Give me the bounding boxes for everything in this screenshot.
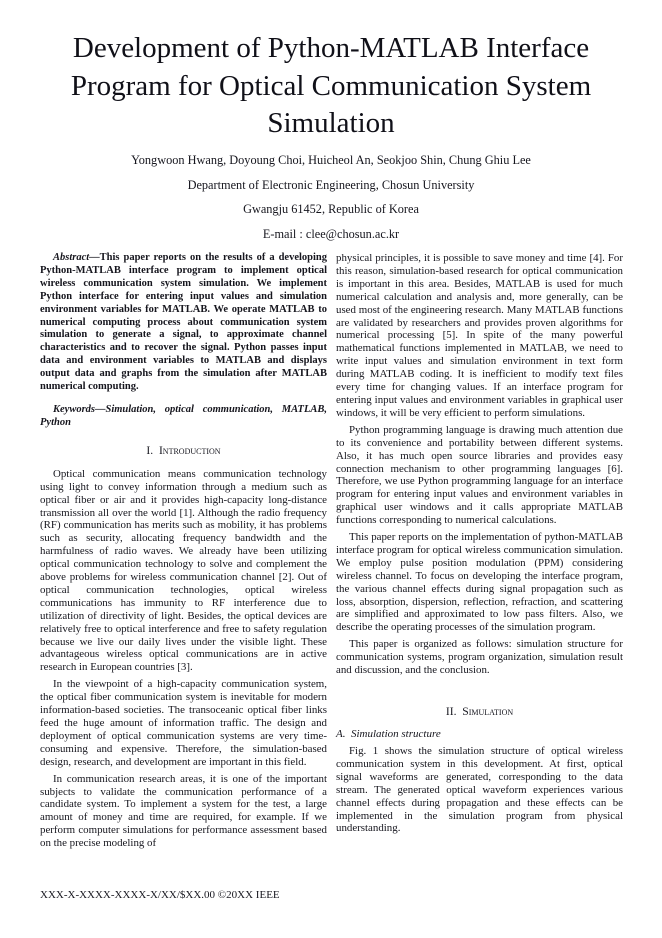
paper-title-line-3: Simulation [267, 107, 395, 139]
abstract-label: Abstract [53, 252, 90, 263]
intro-paragraph-3: In communication research areas, it is one of the important subjects to validate the communication performance of a candidate system. To implement a system for the test, a large amount of money and time are required, for example. If we perform computer simulations for performance assessment based on the precise modeling of [40, 772, 327, 850]
paper-title [40, 30, 622, 143]
paper-title-line-1: Development of Python-MATLAB Interface [72, 32, 590, 64]
author-block [0, 154, 662, 252]
keywords-paragraph: Keywords—Simulation, optical communication, MATLAB, Python [40, 403, 327, 428]
simulation-paragraph: Fig. 1 shows the simulation structure of optical wireless communication system in this development. At first, optical signal waveforms are generated, corresponding to the data stream. The generated optical waveform experiences various channel effects during propagation and these effects can be implemented in the simulation program from physical understanding. [336, 745, 623, 835]
section-heading-simulation: II. Simulation [445, 705, 514, 718]
body-paragraph-2: Python programming language is drawing much attention due to its convenience and portability between different systems. Also, it has much open source libraries and provides easy connection mechanism to other programming languages [6]. Therefore, we use Python programming language for an interface program for entering input values and environment variables in graphical user windows and it calls appropriate MATLAB functions corresponding to numerical calculations. [336, 423, 623, 527]
copyright-footer: XXX-X-XXXX-XXXX-X/XX/$XX.00 ©20XX IEEE [40, 889, 280, 901]
address-line: Gwangju 61452, Republic of Korea [243, 202, 419, 216]
body-paragraph-3: This paper reports on the implementation of python-MATLAB interface program for optical wireless communication simulation. We employ pulse position modulation (PPM) considering wireless channel. To focus on developing the interface program, the various channel effects during signal propagation such as loss, absorption, dispersion, reflection, refraction, and scattering are simplified and approximated to low pass filters. Also, we describe the operating processes of the simulation program. [336, 531, 623, 634]
body-paragraph-4: This paper is organized as follows: simulation structure for communication systems, program organization, simulation result and discussion, and the conclusion. [336, 638, 623, 677]
subsection-heading-simulation-structure: A. Simulation structure [336, 728, 441, 740]
email-line: E-mail : clee@chosun.ac.kr [262, 226, 400, 241]
intro-paragraph-1: Optical communication means communication technology using light to convey information through a medium such as optical fiber or air and it provides high-capacity long-distance transmission all over the world [1]. Although the radio frequency (RF) communication has merits such as mobility, it has problems such as security, allocating frequency bandwidth and the harmfulness of radio waves. We already have been utilizing optical communication technology to solve and complement the above problems for wireless communication channel [2]. Out of optical communication technologies, optical wireless communications has immunity to RF interference due to utilization of directivity of light. Besides, the optical devices are relatively free to optical interference and free to safety regulation because we live our daily lives under the visible light. These advantageous wireless optical communications are in active research in European countries [3]. [40, 467, 327, 674]
left-column [40, 252, 327, 854]
authors-line: Yongwoon Hwang, Doyoung Choi, Huicheol An, Seokjoo Shin, Chung Ghiu Lee [131, 153, 531, 167]
intro-paragraph-2: In the viewpoint of a high-capacity communication system, the optical fiber communication system is inevitable for modern information-based societies. The transoceanic optical fiber links feed the huge amount of information traffic. The design and deployment of optical communication systems are very time-consuming and expensive. Therefore, the simulation-based design, research, and development are important in this field. [40, 678, 327, 768]
department-line: Department of Electronic Engineering, Chosun University [187, 177, 475, 192]
paper-title-line-2: Program for Optical Communication System [70, 69, 592, 102]
right-column [336, 252, 623, 839]
abstract-text: —This paper reports on the results of a developing Python-MATLAB interface program to implement optical wireless communication system simulation. We implement Python interface for entering input values and simulation environment variables for MATLAB. We operate MATLAB to numerical computing process about communication system simulation to generate a signal, to approximate channel characteristics and to recover the signal. Python passes input data and environment variables to MATLAB and displays output data and graphs from the simulation after MATLAB numerical computing. [40, 252, 327, 393]
abstract-paragraph [40, 252, 327, 394]
body-paragraph-1: physical principles, it is possible to save money and time [4]. For this reason, simulation-based research for optical communication is important in this area. Besides, MATLAB is used for much numerical calculation and analysis and, more generally, can be used most of the engineering research. Many MATLAB functions are validated by researchers and provides proven algorithms for numerical processing [5]. In spite of the many powerful mathematical functions implemented in MATLAB, we need to write input values and simulation environment in text form during MATLAB coding. It is inefficient to modify text files every time for changing values. If an interface program for entering input values and environment variables in graphical user windows, it will be very efficient to perform simulations. [336, 252, 623, 419]
section-heading-introduction: I. Introduction [146, 443, 221, 457]
